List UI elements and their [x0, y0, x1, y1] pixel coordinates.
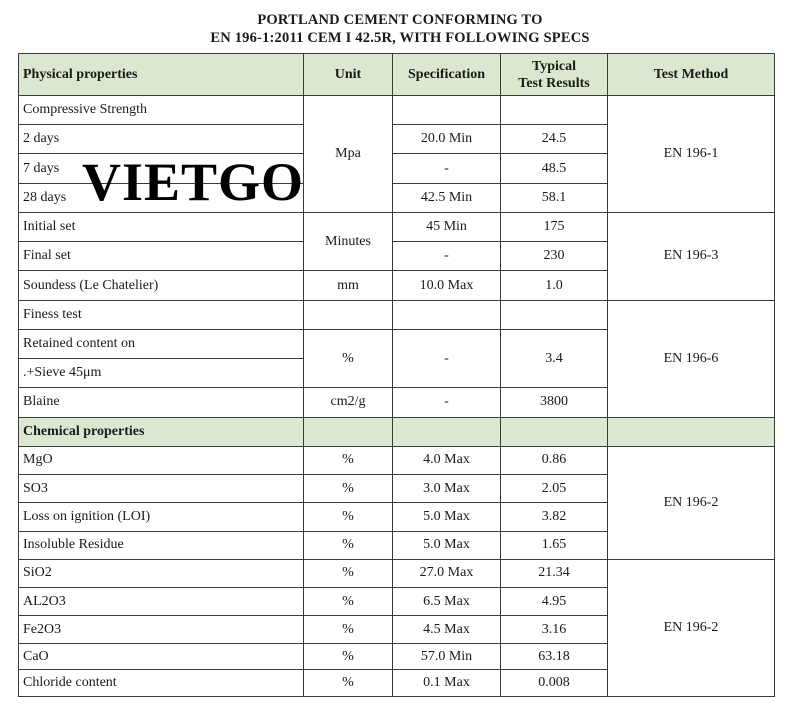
table-row [19, 96, 775, 125]
header-typical-line2: Test Results [518, 75, 590, 91]
unit-mpa: Mpa [304, 96, 393, 213]
section-fill [501, 417, 608, 446]
chem-name: MgO [19, 446, 304, 474]
spec-empty [393, 96, 501, 125]
result-soundess: 1.0 [501, 271, 608, 300]
header-test-method: Test Method [608, 54, 775, 96]
chem-result: 4.95 [501, 587, 608, 615]
chem-spec: 6.5 Max [393, 587, 501, 615]
result-sieve: 3.4 [501, 329, 608, 387]
chem-unit: % [304, 503, 393, 531]
chem-result: 3.82 [501, 503, 608, 531]
result-7-days: 48.5 [501, 154, 608, 183]
chem-unit: % [304, 644, 393, 669]
result-final-set: 230 [501, 242, 608, 271]
spec-7-days: - [393, 154, 501, 183]
chem-spec: 57.0 Min [393, 644, 501, 669]
table-header-row [19, 54, 775, 96]
unit-cm2-g: cm2/g [304, 388, 393, 417]
chem-name: Chloride content [19, 669, 304, 696]
chem-name: SiO2 [19, 559, 304, 587]
row-label-sieve-45: .+Sieve 45μm [19, 359, 304, 388]
section-header-row [19, 417, 775, 446]
result-empty [501, 300, 608, 329]
chem-spec: 0.1 Max [393, 669, 501, 696]
section-fill [393, 417, 501, 446]
spec-2-days: 20.0 Min [393, 125, 501, 154]
chem-name: Fe2O3 [19, 616, 304, 644]
chem-name: CaO [19, 644, 304, 669]
chem-spec: 5.0 Max [393, 531, 501, 559]
result-initial-set: 175 [501, 212, 608, 241]
table-row [19, 300, 775, 329]
chem-result: 2.05 [501, 475, 608, 503]
chem-name: SO3 [19, 475, 304, 503]
document-title-line-1: PORTLAND CEMENT CONFORMING TO [257, 12, 543, 28]
section-chemical-properties: Chemical properties [19, 417, 304, 446]
chem-unit: % [304, 559, 393, 587]
method-en-196-6: EN 196-6 [608, 300, 775, 417]
section-fill [608, 417, 775, 446]
chem-unit: % [304, 446, 393, 474]
method-en-196-2-group2: EN 196-2 [608, 559, 775, 696]
method-en-196-3: EN 196-3 [608, 212, 775, 300]
chem-name: Insoluble Residue [19, 531, 304, 559]
table-row [19, 212, 775, 241]
row-label-7-days: 7 days [19, 154, 304, 183]
chem-unit: % [304, 587, 393, 615]
spec-sieve: - [393, 329, 501, 387]
document-title-line-2: EN 196-1:2011 CEM I 42.5R, WITH FOLLOWING SPECS [210, 30, 590, 46]
chem-spec: 5.0 Max [393, 503, 501, 531]
result-blaine: 3800 [501, 388, 608, 417]
header-specification: Specification [393, 54, 501, 96]
spec-empty [393, 300, 501, 329]
row-label-soundess: Soundess (Le Chatelier) [19, 271, 304, 300]
spec-soundess: 10.0 Max [393, 271, 501, 300]
chem-name: Loss on ignition (LOI) [19, 503, 304, 531]
chem-result: 21.34 [501, 559, 608, 587]
chem-result: 1.65 [501, 531, 608, 559]
chem-unit: % [304, 669, 393, 696]
chem-result: 0.86 [501, 446, 608, 474]
row-label-blaine: Blaine [19, 388, 304, 417]
chem-result: 3.16 [501, 616, 608, 644]
header-typical-test-results [501, 54, 608, 96]
chem-result: 0.008 [501, 669, 608, 696]
table-row [19, 446, 775, 474]
chem-unit: % [304, 616, 393, 644]
chem-spec: 3.0 Max [393, 475, 501, 503]
spec-final-set: - [393, 242, 501, 271]
method-en-196-1: EN 196-1 [608, 96, 775, 213]
unit-empty [304, 300, 393, 329]
spec-initial-set: 45 Min [393, 212, 501, 241]
row-label-compressive-strength: Compressive Strength [19, 96, 304, 125]
result-2-days: 24.5 [501, 125, 608, 154]
row-label-finess-test: Finess test [19, 300, 304, 329]
chem-spec: 27.0 Max [393, 559, 501, 587]
vietgo-watermark: VIETGO [82, 152, 305, 212]
chem-unit: % [304, 531, 393, 559]
row-label-final-set: Final set [19, 242, 304, 271]
row-label-retained-content: Retained content on [19, 329, 304, 358]
row-label-initial-set: Initial set [19, 212, 304, 241]
header-typical-line1: Typical [531, 58, 577, 74]
row-label-2-days: 2 days [19, 125, 304, 154]
section-fill [304, 417, 393, 446]
chem-name: AL2O3 [19, 587, 304, 615]
header-physical-properties: Physical properties [19, 54, 304, 96]
method-en-196-2-group1: EN 196-2 [608, 446, 775, 559]
header-unit: Unit [304, 54, 393, 96]
table-row [19, 559, 775, 587]
unit-mm: mm [304, 271, 393, 300]
unit-percent: % [304, 329, 393, 387]
chem-unit: % [304, 475, 393, 503]
spec-28-days: 42.5 Min [393, 183, 501, 212]
row-label-28-days: 28 days [19, 183, 304, 212]
result-empty [501, 96, 608, 125]
chem-spec: 4.0 Max [393, 446, 501, 474]
unit-minutes: Minutes [304, 212, 393, 270]
result-28-days: 58.1 [501, 183, 608, 212]
chem-result: 63.18 [501, 644, 608, 669]
spec-blaine: - [393, 388, 501, 417]
chem-spec: 4.5 Max [393, 616, 501, 644]
